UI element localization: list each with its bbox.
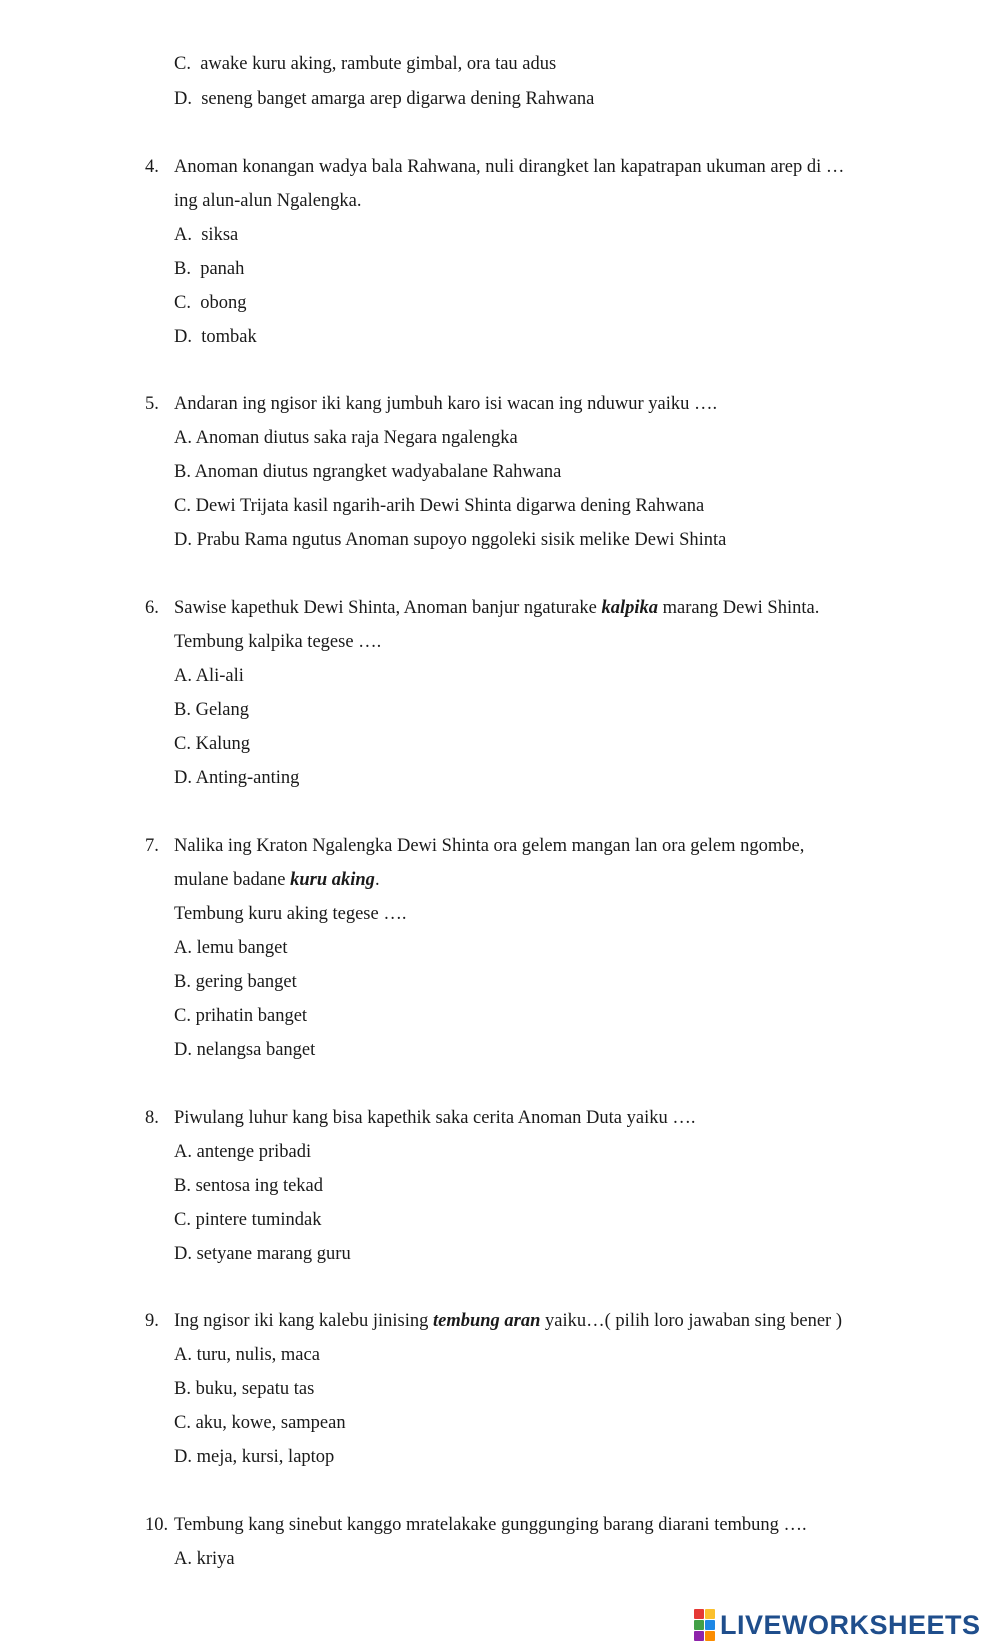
q6-text: Sawise kapethuk Dewi Shinta, Anoman banjur ngaturake kalpika marang Dewi Shinta. [174, 598, 820, 618]
q6-number: 6. [145, 598, 159, 618]
q6-option-d: D. Anting-anting [174, 768, 300, 788]
q7-option-a: A. lemu banget [174, 938, 288, 958]
q9-option-b: B. buku, sepatu tas [174, 1379, 315, 1399]
logo-block [705, 1609, 715, 1619]
q4-option-a: A. siksa [174, 225, 239, 245]
q10-number: 10. [145, 1515, 169, 1535]
q7-text: Nalika ing Kraton Ngalengka Dewi Shinta ora gelem mangan lan ora gelem ngombe, [174, 836, 805, 856]
q7-number: 7. [145, 836, 159, 856]
q7-text-cont2: Tembung kuru aking tegese …. [174, 904, 407, 924]
q5-option-c: C. Dewi Trijata kasil ngarih-arih Dewi Shinta digarwa dening Rahwana [174, 496, 705, 516]
q6-option-a: A. Ali-ali [174, 666, 244, 686]
logo-block [694, 1609, 704, 1619]
q9-option-a: A. turu, nulis, maca [174, 1345, 320, 1365]
q5-text: Andaran ing ngisor iki kang jumbuh karo isi wacan ing nduwur yaiku …. [174, 394, 718, 414]
q7-option-c: C. prihatin banget [174, 1006, 308, 1026]
brand-name: LIVEWORKSHEETS [720, 1609, 981, 1640]
logo-block [694, 1631, 704, 1641]
logo-block [705, 1620, 715, 1630]
q5-option-a: A. Anoman diutus saka raja Negara ngalengka [174, 428, 518, 448]
q9-text: Ing ngisor iki kang kalebu jinising tembung aran yaiku…( pilih loro jawaban sing bener ) [174, 1311, 842, 1331]
logo-blocks-icon [694, 1609, 715, 1641]
q10-text: Tembung kang sinebut kanggo mratelakake gunggunging barang diarani tembung …. [174, 1515, 807, 1535]
q6-keyword: kalpika [601, 598, 658, 618]
q10-option-a: A. kriya [174, 1549, 235, 1569]
q6-text-cont: Tembung kalpika tegese …. [174, 632, 382, 652]
q9-option-d: D. meja, kursi, laptop [174, 1447, 335, 1467]
q8-option-c: C. pintere tumindak [174, 1210, 322, 1230]
q9-keyword: tembung aran [432, 1311, 541, 1331]
q8-option-d: D. setyane marang guru [174, 1244, 351, 1264]
q4-number: 4. [145, 157, 159, 177]
q9-number: 9. [145, 1311, 159, 1331]
q4-option-c: C. obong [174, 293, 247, 313]
logo-block [705, 1631, 715, 1641]
liveworksheets-logo[interactable] [694, 1608, 994, 1642]
q5-option-d: D. Prabu Rama ngutus Anoman supoyo nggoleki sisik melike Dewi Shinta [174, 530, 727, 550]
q6-option-b: B. Gelang [174, 700, 250, 720]
q7-keyword: kuru aking [290, 870, 375, 890]
q9-option-c: C. aku, kowe, sampean [174, 1413, 346, 1433]
q8-option-b: B. sentosa ing tekad [174, 1176, 324, 1196]
q3-option-c: C. awake kuru aking, rambute gimbal, ora tau adus [174, 54, 557, 74]
q5-number: 5. [145, 394, 159, 414]
q4-text-cont: ing alun-alun Ngalengka. [174, 191, 362, 211]
q8-number: 8. [145, 1108, 159, 1128]
q7-text-cont: mulane badane kuru aking. [174, 870, 380, 890]
q3-option-d: D. seneng banget amarga arep digarwa dening Rahwana [174, 89, 595, 109]
q8-option-a: A. antenge pribadi [174, 1142, 312, 1162]
q4-option-b: B. panah [174, 259, 245, 279]
q7-option-b: B. gering banget [174, 972, 297, 992]
q5-option-b: B. Anoman diutus ngrangket wadyabalane Rahwana [174, 462, 562, 482]
q4-text: Anoman konangan wadya bala Rahwana, nuli dirangket lan kapatrapan ukuman arep di … [174, 157, 845, 177]
q4-option-d: D. tombak [174, 327, 257, 347]
logo-block [694, 1620, 704, 1630]
q7-option-d: D. nelangsa banget [174, 1040, 316, 1060]
q8-text: Piwulang luhur kang bisa kapethik saka cerita Anoman Duta yaiku …. [174, 1108, 696, 1128]
q6-option-c: C. Kalung [174, 734, 251, 754]
